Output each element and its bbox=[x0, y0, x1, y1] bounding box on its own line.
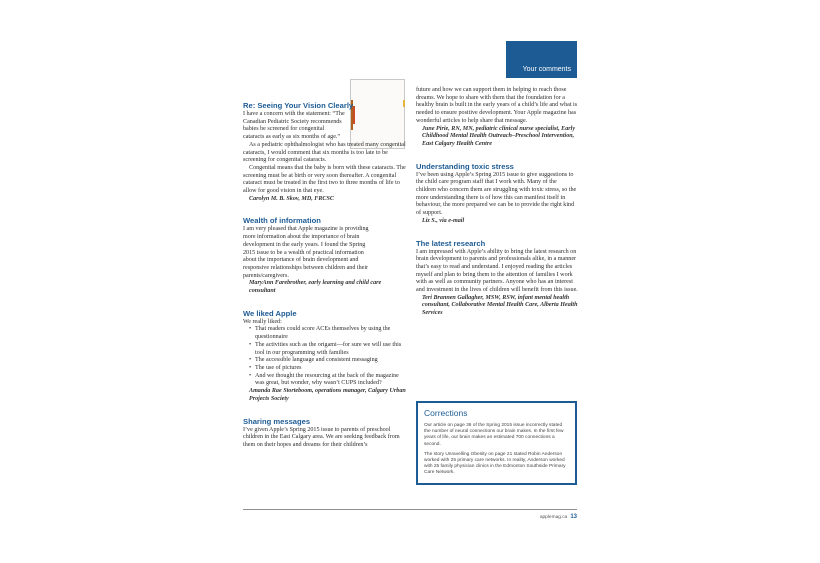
corrections-paragraph: Our article on page 36 of the Spring 2015 issue incorrectly stated the number of neural connections our brain makes. In the first few years of life, our brain makes an estimated 700 connections a second. bbox=[424, 423, 564, 447]
letter-heading: The latest research bbox=[416, 238, 486, 248]
section-tab bbox=[506, 41, 577, 78]
footer-url: applemag.ca bbox=[539, 515, 568, 520]
page-footer bbox=[243, 514, 577, 520]
letter-seeing-vision bbox=[243, 101, 408, 203]
list-item: • The accessible language and consistent messaging bbox=[249, 357, 408, 365]
letter-toxic-stress bbox=[416, 162, 578, 226]
letter-paragraph: We really liked: bbox=[243, 318, 282, 325]
letter-signature: Teri Brannen Gallagher, MSW, RSW, infant mental health consultant, Collaborative Mental Health Care, Alberta Health Services bbox=[422, 294, 578, 317]
section-tab-label: Your comments bbox=[522, 66, 571, 73]
list-item: • That readers could score ACEs themselves by using the questionnaire bbox=[249, 326, 408, 341]
letter-paragraph: I have a concern with the statement: “The Canadian Pediatric Society recommends babies be screened for congenital cataracts as early as six months of age.” bbox=[243, 111, 345, 141]
letter-liked-apple bbox=[243, 309, 408, 404]
letter-heading: Wealth of information bbox=[243, 216, 321, 226]
letter-paragraph: I am very pleased that Apple magazine is providing more information about the importance of brain development in the early years. I found the Spring 2015 issue to be a wealth of practical information about the importance of brain development and responsive relationships between children and their parents/caregivers. bbox=[243, 226, 369, 279]
list-item: • And we thought the resourcing at the back of the magazine was great, but wonder, why wasn’t CUPS included? bbox=[249, 373, 408, 388]
letter-heading: Understanding toxic stress bbox=[416, 161, 514, 171]
letter-paragraph: I’ve been using Apple’s Spring 2015 issue to give suggestions to the child care program staff that I work with. Many of the children who concern them are struggling with toxic stress, so the more understanding there is of how this can manifest itself in behaviour, the more prepared we can be to provide the right kind of support. bbox=[416, 171, 577, 217]
letter-signature: MaryAnn Farebrother, early learning and child care consultant bbox=[249, 280, 382, 295]
letter-paragraph: Congenital means that the baby is born with these cataracts. The screening must be at birth or very soon thereafter. A congenital cataract must be treated in the first two to three months of life to allow for good vision in that eye. bbox=[243, 164, 406, 195]
liked-list bbox=[243, 326, 408, 388]
letter-paragraph: future and how we can support them in helping to reach those dreams. We hope to share with them that the foundation for a healthy brain is built in the early years of a child’s life and what is needed to ensure positive development. Your Apple magazine has wonderful articles to help share that message. bbox=[416, 87, 578, 124]
corrections-paragraph: The story Unravelling Obesity on page 21 stated Robin Anderson worked with 25 primary care networks. In reality, Anderson worked with 25 family physician clinics in the Edmonton Southside Primary Care Network. bbox=[424, 451, 566, 476]
letter-sharing bbox=[243, 417, 408, 450]
letter-paragraph: I’ve given Apple’s Spring 2015 issue to parents of preschool children in the East Calgary area. We are seeking feedback from them on their hopes and dreams for their children’s bbox=[243, 426, 400, 448]
letter-heading: Re: Seeing Your Vision Clearly bbox=[243, 101, 354, 110]
list-item: • The activities such as the origami—for sure we will use this tool in our programming with families bbox=[249, 342, 408, 357]
letter-sharing-continued bbox=[416, 87, 578, 149]
corrections-box bbox=[416, 401, 577, 485]
letter-signature: Carolyn M. B. Skov, MD, FRCSC bbox=[249, 195, 334, 202]
letter-paragraph: I am impressed with Apple’s ability to bring the latest research on brain development to parents and professionals alike, in a manner that’s easy to read and understand. I enjoyed reading the articles myself and plan to bring them to the attention of families I work with as well as community partners. Anyone who has an interest and investment in the lives of children will benefit from this issue. bbox=[416, 248, 578, 294]
list-item: • The use of pictures bbox=[249, 365, 408, 373]
corrections-heading: Corrections bbox=[424, 408, 468, 418]
footer-rule bbox=[243, 509, 577, 510]
letter-signature: Liz S., via e-mail bbox=[422, 217, 465, 224]
letter-heading: Sharing messages bbox=[243, 416, 311, 426]
letter-signature: June Pirie, RN, MN, pediatric clinical nurse specialist, Early Childhood Mental Health Outreach–Preschool Intervention, East Calgary Health Centre bbox=[422, 125, 576, 147]
letter-latest-research bbox=[416, 239, 578, 318]
right-column bbox=[416, 87, 578, 318]
page-number: 13 bbox=[570, 514, 577, 520]
left-column bbox=[243, 101, 408, 450]
letter-heading: We liked Apple bbox=[243, 308, 297, 318]
letter-signature: Amanda Rae Storteboom, operations manager, Calgary Urban Projects Society bbox=[249, 388, 406, 402]
letter-wealth bbox=[243, 216, 408, 295]
letter-paragraph: As a pediatric ophthalmologist who has treated many congenital cataracts, I would comment that six months is too late to be screening for congenital cataracts. bbox=[243, 141, 406, 164]
